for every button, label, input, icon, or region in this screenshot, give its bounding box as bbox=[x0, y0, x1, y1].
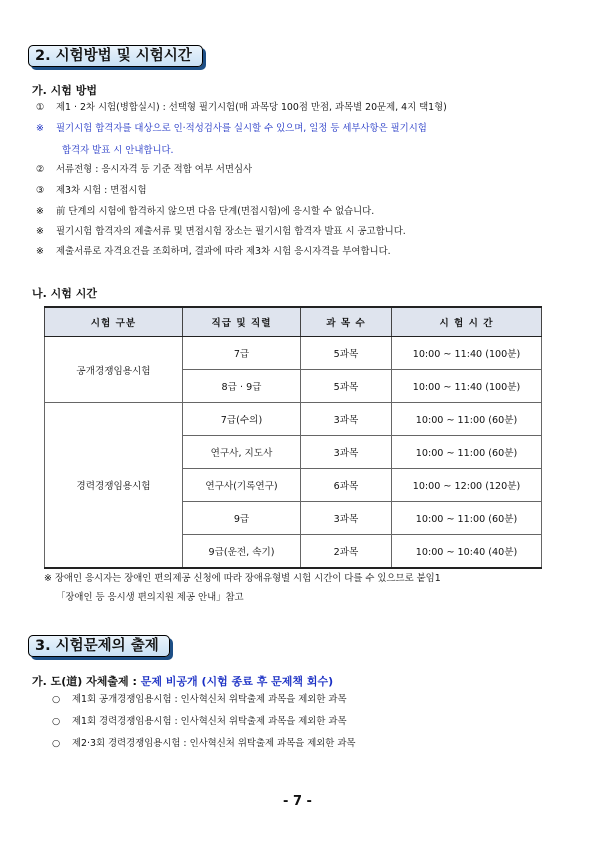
section-3-subsection-title bbox=[32, 673, 333, 689]
list-item-text: 제1회 공개경쟁임용시험 : 인사혁신처 위탁출제 과목을 제외한 과목 bbox=[72, 694, 347, 705]
time-cell: 10:00 ~ 11:00 (60분) bbox=[392, 436, 542, 469]
time-cell: 10:00 ~ 11:00 (60분) bbox=[392, 403, 542, 436]
note-marker: ※ bbox=[36, 246, 44, 257]
grade-cell: 연구사, 지도사 bbox=[183, 436, 301, 469]
circle-bullet-icon: ○ bbox=[52, 738, 61, 749]
grade-cell: 7급(수의) bbox=[183, 403, 301, 436]
page-number: - 7 - bbox=[283, 794, 312, 809]
list-item bbox=[52, 715, 347, 728]
method-item-1 bbox=[36, 101, 447, 114]
item-marker: ① bbox=[36, 102, 45, 113]
disability-note: ※ 장애인 응시자는 장애인 편의제공 신청에 따라 장애유형별 시험 시간이 다를 수 있으므로 붙임1 bbox=[44, 573, 441, 584]
method-note-1 bbox=[36, 122, 427, 135]
list-item-text: 제1회 경력경쟁임용시험 : 인사혁신처 위탁출제 과목을 제외한 과목 bbox=[72, 716, 347, 727]
section-2-title: 2. 시험방법 및 시험시간 bbox=[28, 45, 203, 67]
subjects-cell: 6과목 bbox=[301, 469, 392, 502]
col-header-grade: 직급 및 직렬 bbox=[183, 307, 301, 337]
note-marker: ※ bbox=[36, 206, 44, 217]
group-cell: 공개경쟁임용시험 bbox=[45, 337, 183, 403]
subsection-prefix: 가. 도(道) 자체출제 : bbox=[32, 675, 141, 688]
exam-time-table bbox=[44, 306, 542, 569]
time-cell: 10:00 ~ 11:00 (60분) bbox=[392, 502, 542, 535]
note-text: 前 단계의 시험에 합격하지 않으면 다음 단계(면접시험)에 응시할 수 없습니다. bbox=[56, 206, 375, 217]
col-header-time: 시 험 시 간 bbox=[392, 307, 542, 337]
note-text: 제출서류로 자격요건을 조회하며, 결과에 따라 제3차 시험 응시자격을 부여합니다. bbox=[56, 246, 391, 257]
time-cell: 10:00 ~ 11:40 (100분) bbox=[392, 370, 542, 403]
list-item bbox=[52, 737, 355, 750]
method-note-3 bbox=[36, 225, 406, 238]
circle-bullet-icon: ○ bbox=[52, 694, 61, 705]
time-cell: 10:00 ~ 11:40 (100분) bbox=[392, 337, 542, 370]
subjects-cell: 2과목 bbox=[301, 535, 392, 569]
subsection-highlight: 문제 비공개 (시험 종료 후 문제책 회수) bbox=[140, 675, 334, 688]
table-row bbox=[45, 403, 542, 436]
method-item-3 bbox=[36, 184, 147, 197]
note-text: 필기시험 합격자의 제출서류 및 면접시험 장소는 필기시험 합격자 발표 시 공고합니다. bbox=[56, 226, 406, 237]
subjects-cell: 3과목 bbox=[301, 436, 392, 469]
grade-cell: 7급 bbox=[183, 337, 301, 370]
method-item-2 bbox=[36, 163, 252, 176]
item-marker: ③ bbox=[36, 185, 45, 196]
list-item bbox=[52, 693, 347, 706]
table-header-row bbox=[45, 307, 542, 337]
circle-bullet-icon: ○ bbox=[52, 716, 61, 727]
note-marker: ※ bbox=[36, 123, 44, 134]
col-header-exam-type: 시험 구분 bbox=[45, 307, 183, 337]
note-text: 필기시험 합격자를 대상으로 인·적성검사를 실시할 수 있으며, 일정 등 세부사항은 필기시험 bbox=[56, 123, 427, 134]
note-marker: ※ bbox=[36, 226, 44, 237]
table-row bbox=[45, 337, 542, 370]
method-note-2 bbox=[36, 205, 374, 218]
subjects-cell: 3과목 bbox=[301, 403, 392, 436]
time-cell: 10:00 ~ 12:00 (120분) bbox=[392, 469, 542, 502]
subjects-cell: 3과목 bbox=[301, 502, 392, 535]
section-3-title: 3. 시험문제의 출제 bbox=[28, 635, 170, 657]
grade-cell: 9급 bbox=[183, 502, 301, 535]
disability-note-cont: 「장애인 등 응시생 편의지원 제공 안내」참고 bbox=[56, 592, 244, 603]
grade-cell: 8급 · 9급 bbox=[183, 370, 301, 403]
item-text: 제3차 시험 : 면접시험 bbox=[56, 185, 147, 196]
group-cell: 경력경쟁임용시험 bbox=[45, 403, 183, 569]
subsection-a-title: 가. 시험 방법 bbox=[32, 84, 97, 97]
method-note-4 bbox=[36, 245, 391, 258]
method-note-1-cont: 합격자 발표 시 안내합니다. bbox=[62, 145, 174, 156]
col-header-subjects: 과 목 수 bbox=[301, 307, 392, 337]
grade-cell: 연구사(기록연구) bbox=[183, 469, 301, 502]
subsection-b-title: 나. 시험 시간 bbox=[32, 287, 97, 300]
item-text: 제1 · 2차 시험(병합실시) : 선택형 필기시험(매 과목당 100점 만점, 과목별 20문제, 4지 택1형) bbox=[56, 102, 447, 113]
subjects-cell: 5과목 bbox=[301, 370, 392, 403]
item-text: 서류전형 : 응시자격 등 기준 적합 여부 서면심사 bbox=[56, 164, 253, 175]
list-item-text: 제2·3회 경력경쟁임용시험 : 인사혁신처 위탁출제 과목을 제외한 과목 bbox=[72, 738, 356, 749]
item-marker: ② bbox=[36, 164, 45, 175]
grade-cell: 9급(운전, 속기) bbox=[183, 535, 301, 569]
subjects-cell: 5과목 bbox=[301, 337, 392, 370]
time-cell: 10:00 ~ 10:40 (40분) bbox=[392, 535, 542, 569]
